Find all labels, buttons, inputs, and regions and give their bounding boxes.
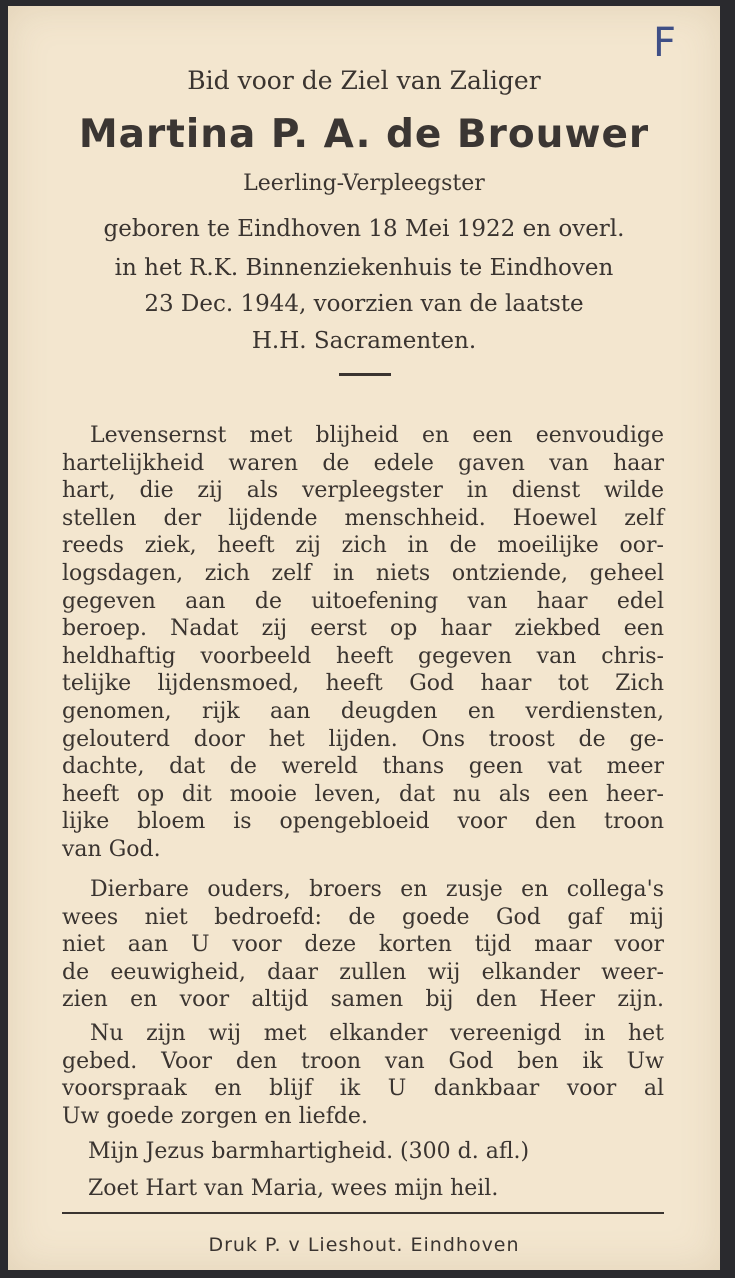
biography-line: geboren te Eindhoven 18 Mei 1922 en overl. [103,216,625,242]
prayer-heading: Bid voor de Ziel van Zaliger [187,66,541,95]
text-line: niet aan U voor deze korten tijd maar voor [62,932,664,958]
text-line: hart, die zij als verpleegster in dienst wilde [62,478,664,504]
text-line: Dierbare ouders, broers en zusje en collega's [90,877,664,902]
biography-line: H.H. Sacramenten. [251,328,477,354]
text-line: gelouterd door het lijden. Ons troost de ge- [62,726,664,752]
text-line: heldhaftig voorbeeld heeft gegeven van chris- [62,643,664,669]
text-line: hartelijkheid waren de edele gaven van haar [62,450,664,476]
text-line: Levensernst met blijheid en een eenvoudige [90,423,664,448]
text-line: Uw goede zorgen en liefde. [62,1103,368,1129]
text-line: de eeuwigheid, daar zullen wij elkander weer- [62,959,664,985]
paragraph-prayer [62,1020,664,1130]
deceased-role: Leerling-Verpleegster [243,171,485,196]
text-line: beroep. Nadat zij eerst op haar ziekbed een [62,616,664,642]
text-line: telijke lijdensmoed, heeft God haar tot Zich [62,671,664,697]
text-line: zien en voor altijd samen bij den Heer zijn. [62,987,664,1013]
ejaculation-prayer: Mijn Jezus barmhartigheid. (300 d. afl.) [88,1139,530,1164]
text-line: van God. [62,836,161,862]
text-line: gebed. Voor den troon van God ben ik Uw [62,1048,664,1074]
paragraph-life [62,422,664,864]
corner-handwritten-mark: F [653,20,677,66]
text-line: dachte, dat de wereld thans geen vat meer [62,754,664,780]
footer-divider [62,1212,664,1214]
printer-credit: Druk P. v Lieshout. Eindhoven [208,1234,520,1256]
memorial-card [8,6,720,1270]
text-line: reeds ziek, heeft zij zich in de moeilijke oor- [62,533,664,559]
biography-line: 23 Dec. 1944, voorzien van de laatste [144,291,584,317]
text-line: Nu zijn wij met elkander vereenigd in het [90,1021,664,1046]
divider [339,373,391,376]
biography-line: in het R.K. Binnenziekenhuis te Eindhoven [114,255,614,281]
text-line: logsdagen, zich zelf in niets ontziende, geheel [62,560,664,586]
text-line: lijke bloem is opengebloeid voor den troon [62,809,664,835]
deceased-name: Martina P. A. de Brouwer [78,112,650,157]
ejaculation-prayer: Zoet Hart van Maria, wees mijn heil. [88,1176,499,1201]
text-line: voorspraak en blijf ik U dankbaar voor al [62,1076,664,1102]
text-line: heeft op dit mooie leven, dat nu als een heer- [62,781,664,807]
text-line: wees niet bedroefd: de goede God gaf mij [62,904,664,930]
text-line: stellen der lijdende menschheid. Hoewel zelf [62,505,664,531]
text-line: genomen, rijk aan deugden en verdiensten, [62,698,664,724]
paragraph-farewell [62,876,664,1014]
text-line: gegeven aan de uitoefening van haar edel [62,588,664,614]
